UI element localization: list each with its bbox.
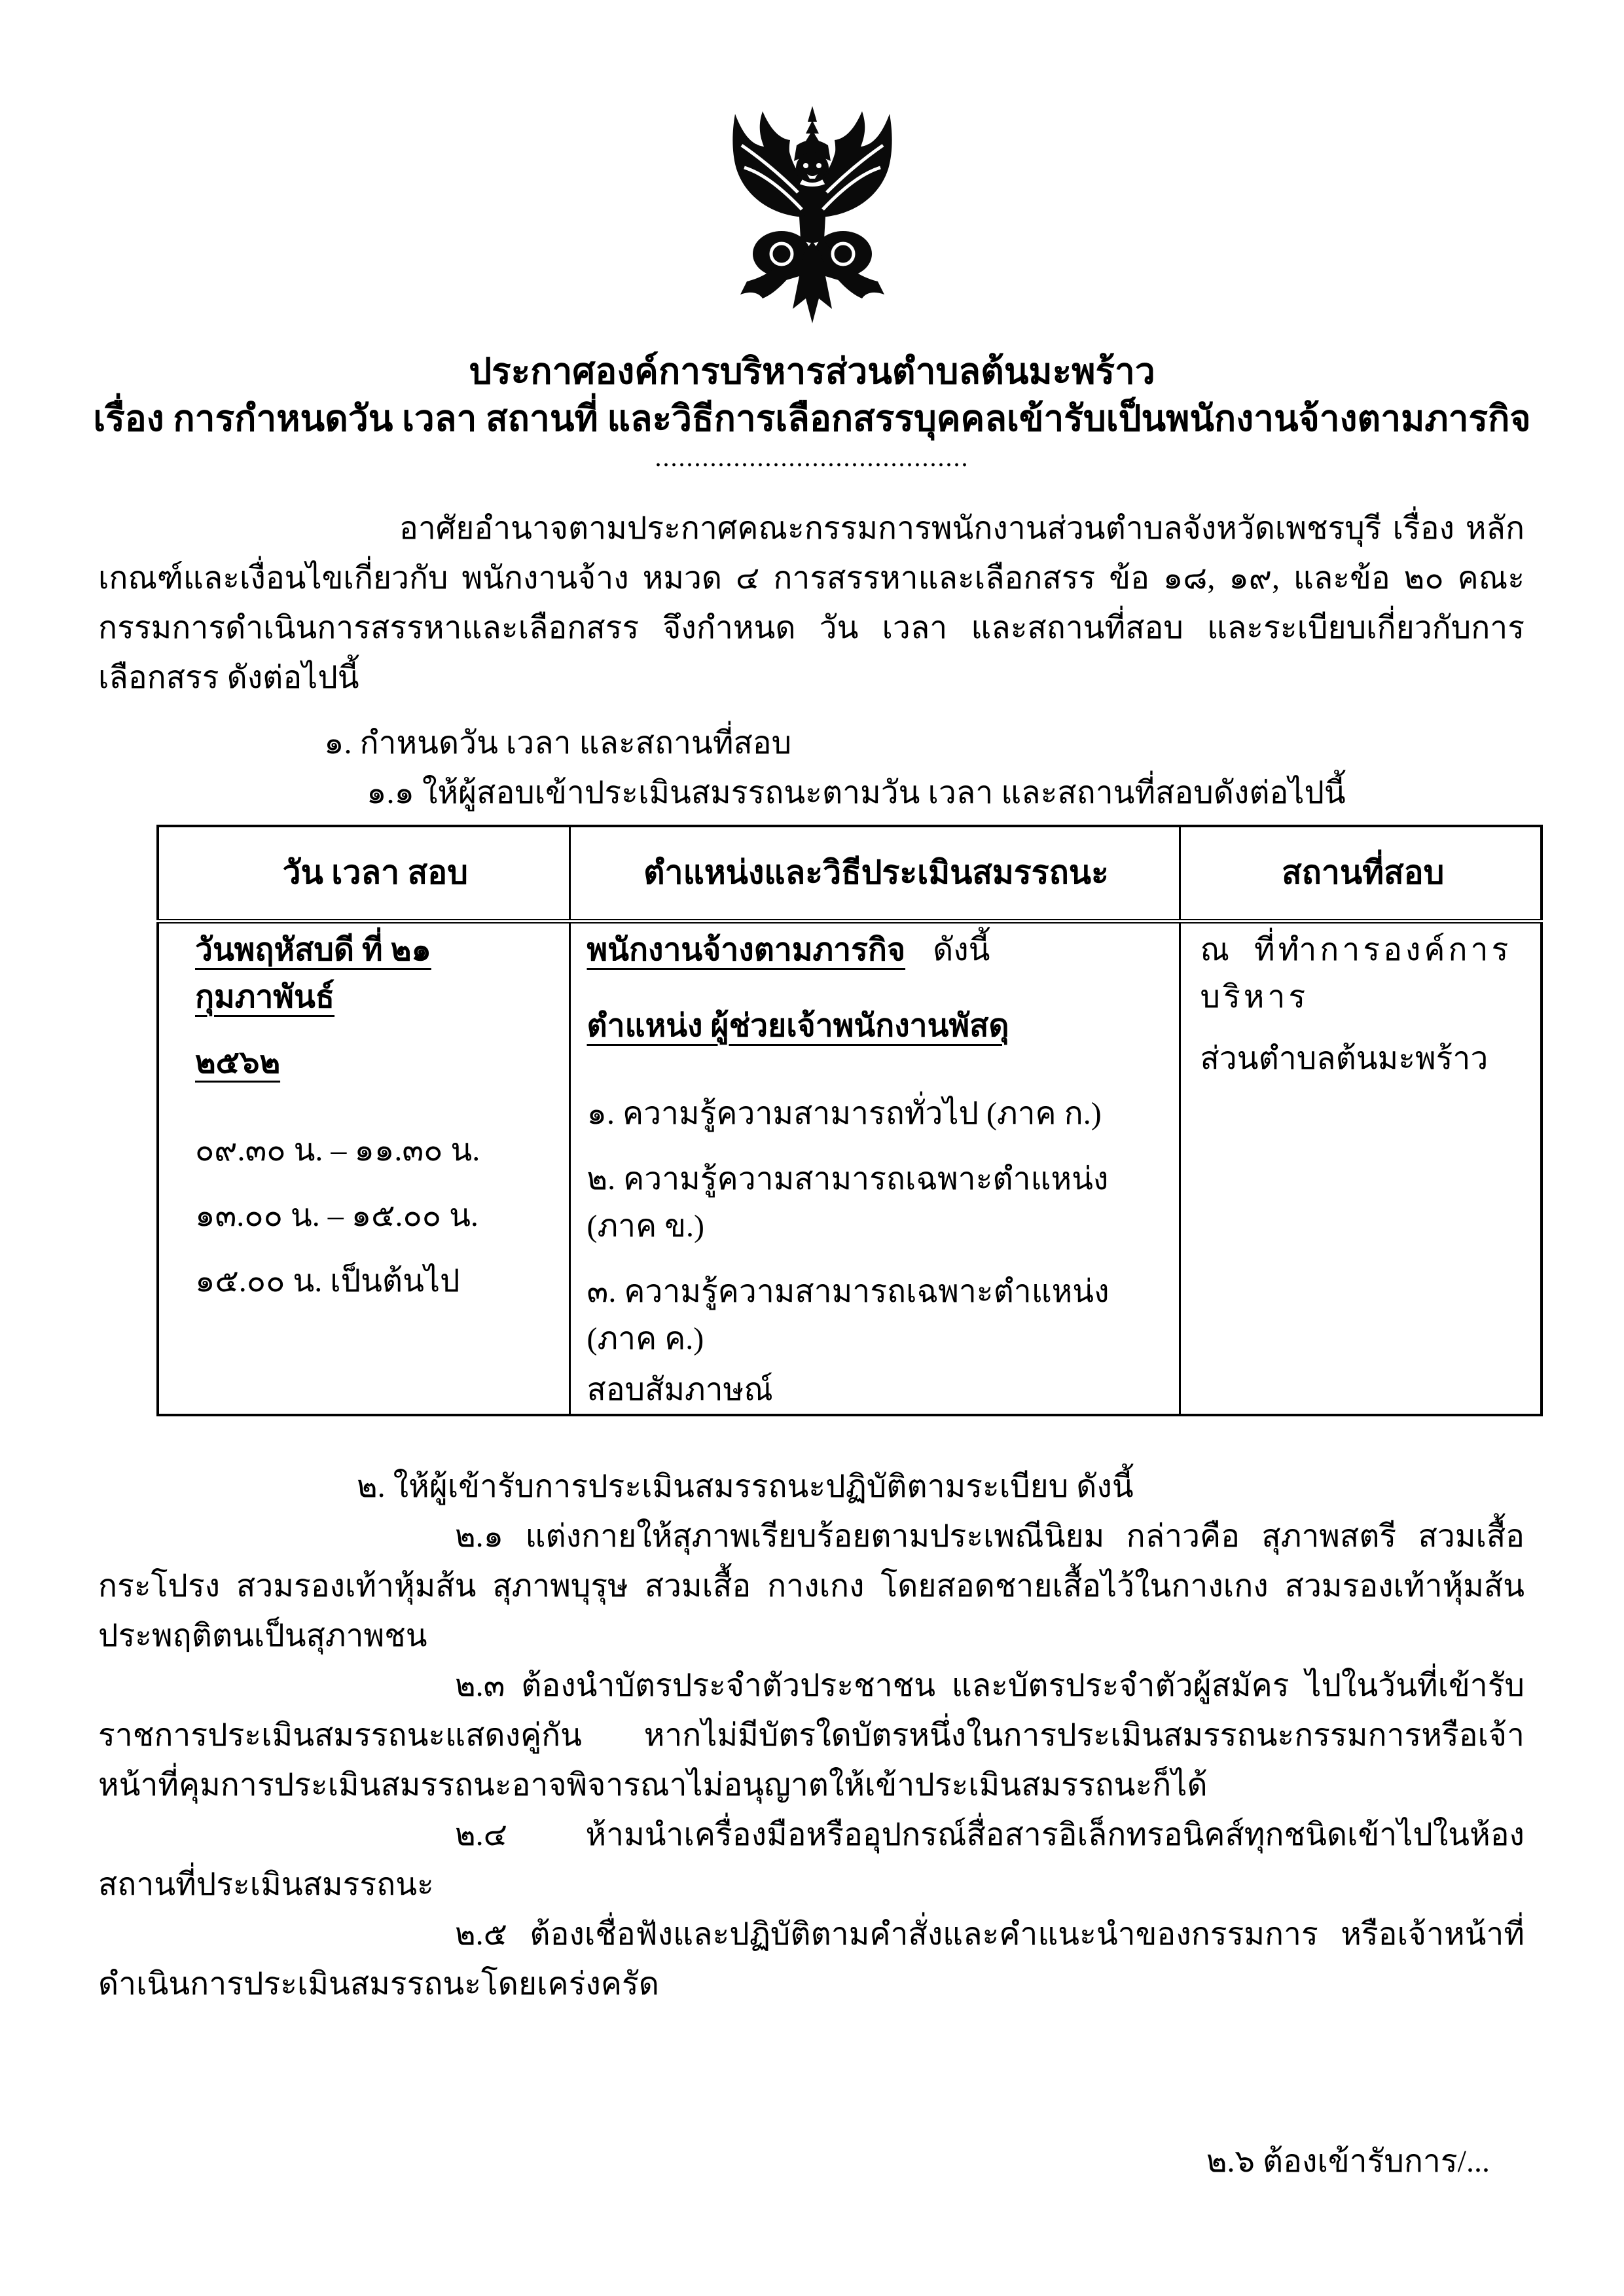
column-header-position-method: ตำแหน่งและวิธีประเมินสมรรถนะ — [569, 826, 1180, 921]
announcement-org-title: ประกาศองค์การบริหารส่วนตำบลต้นมะพร้าว — [469, 351, 1155, 391]
section-2-heading: ๒. ให้ผู้เข้ารับการประเมินสมรรถนะปฏิบัติตามระเบียบ ดังนี้ — [357, 1469, 1134, 1504]
assessment-item-1: ๑. ความรู้ความสามารถทั่วไป (ภาค ก.) — [586, 1096, 1102, 1131]
cell-position-method — [569, 921, 1180, 1415]
cell-date-time — [158, 921, 569, 1415]
section-2-item-2-4: ๒.๔ ห้ามนำเครื่องมือหรืออุปกรณ์สื่อสารอิเล็กทรอนิคส์ทุกชนิดเข้าไปในห้องสถานที่ประเมินสมรรถนะ — [98, 1817, 1525, 1902]
announcement-subject-title: เรื่อง การกำหนดวัน เวลา สถานที่ และวิธีการเลือกสรรบุคคลเข้ารับเป็นพนักงานจ้างตามภารกิจ — [93, 399, 1531, 439]
dotted-divider: ........................................ — [655, 442, 969, 472]
exam-time-slot-3: ๑๕.๐๐ น. เป็นต้นไป — [195, 1263, 460, 1299]
section-1-sub-item: ๑.๑ ให้ผู้สอบเข้าประเมินสมรรถนะตามวัน เวลา และสถานที่สอบดังต่อไปนี้ — [367, 776, 1346, 810]
garuda-emblem-icon — [714, 105, 911, 334]
exam-time-slot-2: ๑๓.๐๐ น. – ๑๕.๐๐ น. — [195, 1198, 478, 1233]
column-header-date-time: วัน เวลา สอบ — [158, 826, 569, 921]
exam-time-slot-1: ๐๙.๓๐ น. – ๑๑.๓๐ น. — [195, 1132, 480, 1168]
position-category-suffix: ดังนี้ — [933, 932, 990, 967]
section-2-item-2-5: ๒.๕ ต้องเชื่อฟังและปฏิบัติตามคำสั่งและคำแนะนำของกรรมการ หรือเจ้าหน้าที่ดำเนินการประเมินสมรรถนะโดยเคร่งครัด — [98, 1916, 1525, 2001]
assessment-item-3: ๓. ความรู้ความสามารถเฉพาะตำแหน่ง (ภาค ค.) — [586, 1274, 1110, 1356]
venue-line1: ณ ที่ทำการองค์การบริหาร — [1200, 932, 1512, 1014]
position-title: ตำแหน่ง ผู้ช่วยเจ้าพนักงานพัสดุ — [586, 1008, 1009, 1043]
assessment-item-2: ๒. ความรู้ความสามารถเฉพาะตำแหน่ง (ภาค ข.) — [586, 1161, 1109, 1244]
section-1-heading: ๑. กำหนดวัน เวลา และสถานที่สอบ — [324, 726, 792, 761]
intro-paragraph: อาศัยอำนาจตามประกาศคณะกรรมการพนักงานส่วนตำบลจังหวัดเพชรบุรี เรื่อง หลักเกณฑ์และเงื่อนไขเกี่ยวกับ พนักงานจ้าง หมวด ๔ การสรรหาและเลือกสรร ข้อ ๑๘, ๑๙, และข้อ ๒๐ คณะกรรมการดำเนินการสรรหาและเลือกสรร จึงกำหนด วัน เวลา และสถานที่สอบ และระเบียบเกี่ยวกับการเลือกสรร ดังต่อไปนี้ — [98, 511, 1525, 695]
section-2-item-2-3: ๒.๓ ต้องนำบัตรประจำตัวประชาชน และบัตรประจำตัวผู้สมัคร ไปในวันที่เข้ารับราชการประเมินสมรรถนะแสดงคู่กัน หากไม่มีบัตรใดบัตรหนึ่งในการประเมินสมรรถนะกรรมการหรือเจ้าหน้าที่คุมการประเมินสมรรถนะอาจพิจารณาไม่อนุญาตให้เข้าประเมินสมรรถนะก็ได้ — [98, 1668, 1525, 1803]
page-continuation-note: ๒.๖ ต้องเข้ารับการ/... — [1206, 2144, 1490, 2179]
column-header-venue: สถานที่สอบ — [1180, 826, 1542, 921]
table-data-row — [158, 921, 1542, 1415]
assessment-item-3-method: สอบสัมภาษณ์ — [586, 1372, 773, 1407]
exam-date-line1: วันพฤหัสบดี ที่ ๒๑ กุมภาพันธ์ — [195, 932, 431, 1014]
cell-venue — [1180, 921, 1542, 1415]
exam-date-line2: ๒๕๖๒ — [195, 1045, 281, 1080]
table-header-row — [158, 826, 1542, 921]
position-category: พนักงานจ้างตามภารกิจ — [586, 932, 906, 967]
exam-schedule-table — [156, 825, 1543, 1416]
venue-line2: ส่วนตำบลต้นมะพร้าว — [1200, 1041, 1489, 1076]
section-2-item-2-1: ๒.๑ แต่งกายให้สุภาพเรียบร้อยตามประเพณีนิยม กล่าวคือ สุภาพสตรี สวมเสื้อ กระโปรง สวมรองเท้าหุ้มส้น สุภาพบุรุษ สวมเสื้อ กางเกง โดยสอดชายเสื้อไว้ในกางเกง สวมรองเท้าหุ้มส้น ประพฤติตนเป็นสุภาพชน — [98, 1518, 1525, 1653]
